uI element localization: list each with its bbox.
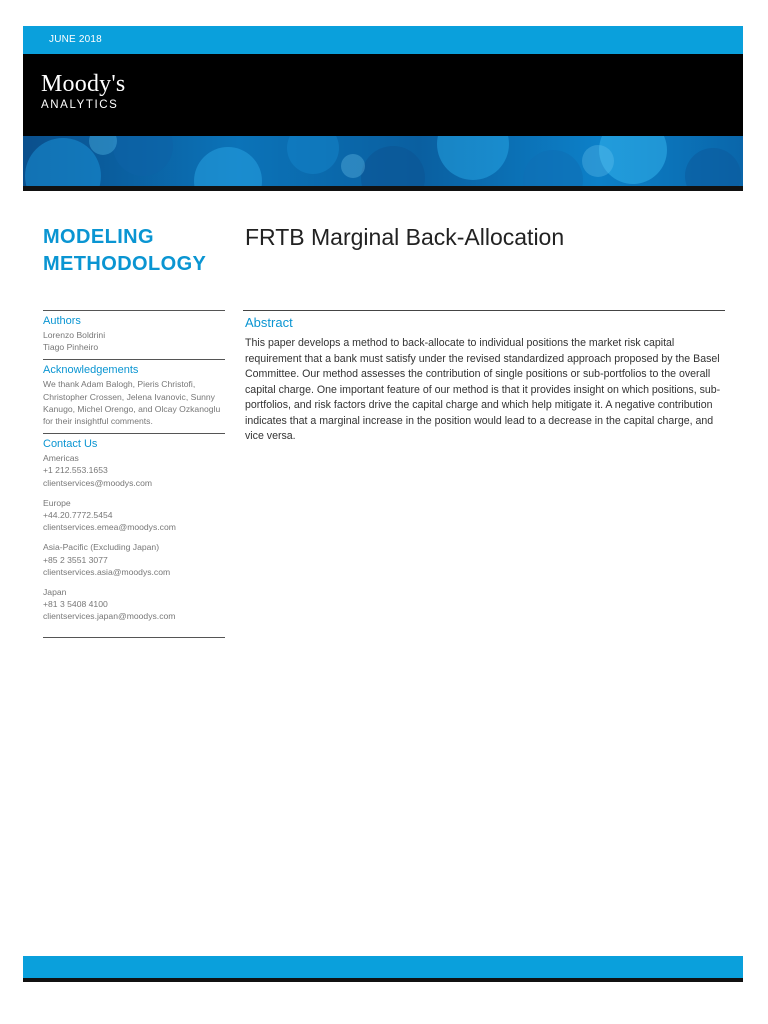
contact-group-asia-pacific [43,541,225,578]
contact-section [43,433,225,636]
abstract-heading: Abstract [245,315,293,330]
sidebar [43,310,225,638]
contact-phone: +81 3 5408 4100 [43,599,108,610]
contact-group-americas [43,452,225,489]
footer-band [23,956,743,978]
top-banner [23,26,743,54]
logo-sub-text: ANALYTICS [41,99,119,111]
publication-date: JUNE 2018 [49,34,102,45]
contact-heading: Contact Us [43,438,98,451]
contact-email[interactable]: clientservices@moodys.com [43,477,153,488]
decorative-bubble-band [23,136,743,186]
contact-email[interactable]: clientservices.asia@moodys.com [43,566,171,577]
acknowledgements-section [43,359,225,433]
brand-band [23,54,743,136]
contact-phone: +85 2 3551 3077 [43,554,108,565]
moodys-analytics-logo [41,72,125,111]
contact-email[interactable]: clientservices.japan@moodys.com [43,611,176,622]
logo-main-text: Moody's [41,71,126,97]
contact-phone: +44.20.7772.5454 [43,510,113,521]
acknowledgements-text: We thank Adam Balogh, Pieris Christofi, Christopher Crossen, Jelena Ivanovic, Sunny Kanugo, Michel Orengo, and Olcay Ozkanoglu for their insightful comments. [43,379,221,427]
contact-phone: +1 212.553.1653 [43,465,108,476]
contact-email[interactable]: clientservices.emea@moodys.com [43,522,176,533]
abstract-body: This paper develops a method to back-allocate to individual positions the market risk capital requirement that a bank must satisfy under the revised standardized approach proposed by the Basel Committee. Our method assesses the contribution of single positions or sub-portfolios to the overall capital charge. One important feature of our method is that it provides insight on which positions, sub-portfolios, and risk factors drive the capital charge and which help mitigate it. A negative contribution indicates that a marginal increase in the position would lead to a decrease in the capital charge, and vice versa. [245,337,721,442]
abstract-section [243,310,725,445]
contact-region: Japan [43,587,67,598]
bubble-pattern [23,136,743,186]
header-bottom-rule [23,186,743,191]
sidebar-end-rule [43,637,225,638]
author-name: Lorenzo Boldrini [43,330,106,340]
contact-group-japan [43,586,225,623]
contact-region: Europe [43,497,71,508]
contact-region: Americas [43,453,79,464]
contact-region: Asia-Pacific (Excluding Japan) [43,542,160,553]
footer-rule [23,978,743,982]
contact-group-europe [43,497,225,534]
authors-heading: Authors [43,315,81,327]
authors-section [43,310,225,359]
document-title: FRTB Marginal Back-Allocation [245,224,565,250]
document-category: MODELING METHODOLOGY [43,226,207,275]
acknowledgements-heading: Acknowledgements [43,364,139,377]
author-name: Tiago Pinheiro [43,342,99,353]
